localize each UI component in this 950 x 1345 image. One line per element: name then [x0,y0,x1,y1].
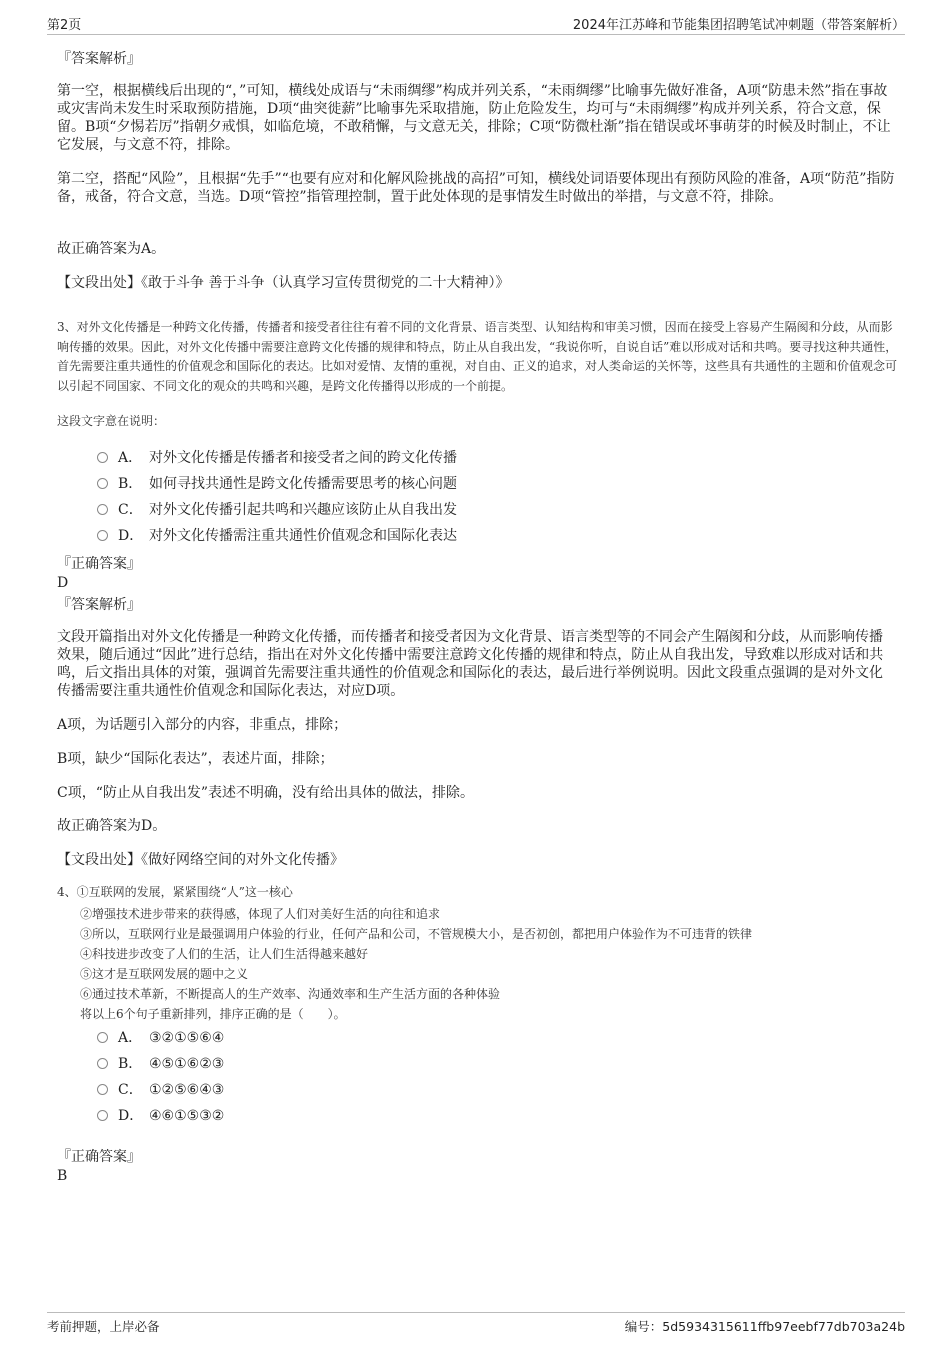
option-text: 对外文化传播引起共鸣和兴趣应该防止从自我出发 [149,502,457,518]
q3-note-c: C项，“防止从自我出发”表述不明确，没有给出具体的做法，排除。 [57,785,475,801]
option-letter: B． [118,1056,143,1072]
radio-icon[interactable] [97,452,108,463]
option-text: 对外文化传播需注重共通性价值观念和国际化表达 [149,528,457,544]
document-title: 2024年江苏峰和节能集团招聘笔试冲刺题（带答案解析） [572,18,905,33]
option-letter: A． [118,450,143,466]
q4-sentence-3: ③所以，互联网行业是最强调用户体验的行业，任何产品和公司，不管规模大小，是否初创，都把用户体验作为不可违背的铁律 [80,927,753,941]
q3-option-c[interactable] [97,501,457,519]
q4-sentence-1: 4、①互联网的发展，紧紧围绕“人”这一核心 [57,885,293,899]
q4-sentence-5: ⑤这才是互联网发展的题中之义 [80,967,249,981]
radio-icon[interactable] [97,1084,108,1095]
q3-answer-label: 『正确答案』 [57,556,141,572]
q4-option-b[interactable] [97,1055,224,1073]
option-text: 如何寻找共通性是跨文化传播需要思考的核心问题 [149,476,457,492]
q3-answer: D [57,575,69,591]
radio-icon[interactable] [97,1032,108,1043]
q3-stem: 3、对外文化传播是一种跨文化传播，传播者和接受者往往有着不同的文化背景、语言类型、认知结构和审美习惯，因而在接受上容易产生隔阂和分歧，从而影响传播的效果。因此，对外文化传播中需要注意跨文化传播的规律和特点，防止从自我出发，“我说你听，自说自话”难以形成对话和共鸣。要寻找这种共通性，首先需要注重共通性的价值观念和国际化的表达。比如对爱情、友情的重视，对自由、正义的追求，对人类命运的关怀等，这些具有共通性的主题和价值观念可以引起不同国家、不同文化的观众的共鸣和兴趣，是跨文化传播得以形成的一个前提。 [57,320,898,393]
q3-note-a: A项，为话题引入部分的内容，非重点，排除； [57,717,348,733]
document-serial: 编号：5d5934315611ffb97eebf77db703a24b [624,1319,905,1334]
q3-option-a[interactable] [97,449,457,467]
q3-note-b: B项，缺少“国际化表达”，表述片面，排除； [57,751,334,767]
option-letter: D． [118,1108,144,1124]
q4-option-c[interactable] [97,1081,224,1099]
radio-icon[interactable] [97,530,108,541]
q3-option-b[interactable] [97,475,457,493]
radio-icon[interactable] [97,1110,108,1121]
q4-sentence-6: ⑥通过技术革新，不断提高人的生产效率、沟通效率和生产生活方面的各种体验 [80,987,501,1001]
footer-slogan: 考前押题，上岸必备 [47,1319,160,1334]
q4-sentence-2: ②增强技术进步带来的获得感，体现了人们对美好生活的向往和追求 [80,907,441,921]
q4-option-d[interactable] [97,1107,224,1125]
q3-conclusion: 故正确答案为D。 [57,818,167,834]
q4-option-a[interactable] [97,1029,224,1047]
q2-analysis-paragraph-2: 第二空，搭配“风险”，且根据“先手”“也要有应对和化解风险挑战的高招”可知，横线处词语要体现出有预防风险的准备，A项“防范”指防备，戒备，符合文意，当选。D项“管控”指管理控制，置于此处体现的是事情发生时做出的举措，与文意不符，排除。 [57,171,895,205]
q2-analysis-paragraph-1: 第一空，根据横线后出现的“，”可知，横线处成语与“未雨绸缪”构成并列关系，“未雨绸缪”比喻事先做好准备，A项“防患未然”指在事故或灾害尚未发生时采取预防措施，D项“曲突徙薪”比喻事先采取措施，防止危险发生，均可与“未雨绸缪”构成并列关系，符合文意，保留。B项“夕惕若厉”指朝夕戒惧，如临危境，不敢稍懈，与文意无关，排除；C项“防微杜渐”指在错误或坏事萌芽的时候及时制止，不让它发展，与文意不符，排除。 [57,83,891,153]
option-letter: C． [118,1082,143,1098]
page-number: 第2页 [47,18,82,33]
option-text: ④⑥①⑤③② [149,1108,225,1124]
option-text: ④⑤①⑥②③ [149,1056,225,1072]
radio-icon[interactable] [97,478,108,489]
q2-conclusion: 故正确答案为A。 [57,241,166,257]
q4-sentence-4: ④科技进步改变了人们的生活，让人们生活得越来越好 [80,947,369,961]
option-text: ③②①⑤⑥④ [149,1030,225,1046]
page-header [47,14,905,35]
option-text: 对外文化传播是传播者和接受者之间的跨文化传播 [149,450,457,466]
option-letter: C． [118,502,143,518]
q3-source: 【文段出处】《做好网络空间的对外文化传播》 [57,852,344,868]
option-letter: A． [118,1030,143,1046]
q2-source: 【文段出处】《敢于斗争 善于斗争（认真学习宣传贯彻党的二十大精神）》 [57,275,510,291]
q4-answer-label: 『正确答案』 [57,1149,141,1165]
q3-option-d[interactable] [97,527,457,545]
q3-question: 这段文字意在说明： [57,414,166,428]
q3-analysis: 文段开篇指出对外文化传播是一种跨文化传播，而传播者和接受者因为文化背景、语言类型等的不同会产生隔阂和分歧，从而影响传播效果，随后通过“因此”进行总结，指出在对外文化传播中需要注意跨文化传播的规律和特点，防止从自我出发，导致难以形成对话和共鸣，后文指出具体的对策，强调首先需要注重共通性的价值观念和国际化的表达，最后进行举例说明。因此文段重点强调的是对外文化传播需要注重共通性价值观念和国际化表达，对应D项。 [57,629,884,699]
page-footer [47,1312,905,1335]
option-letter: B． [118,476,143,492]
radio-icon[interactable] [97,1058,108,1069]
q4-prompt: 将以上6个句子重新排列，排序正确的是（ ）。 [80,1007,346,1021]
q2-analysis-label: 『答案解析』 [57,51,141,67]
option-text: ①②⑤⑥④③ [149,1082,225,1098]
q3-analysis-label: 『答案解析』 [57,597,141,613]
q4-answer: B [57,1168,68,1184]
option-letter: D． [118,528,144,544]
radio-icon[interactable] [97,504,108,515]
